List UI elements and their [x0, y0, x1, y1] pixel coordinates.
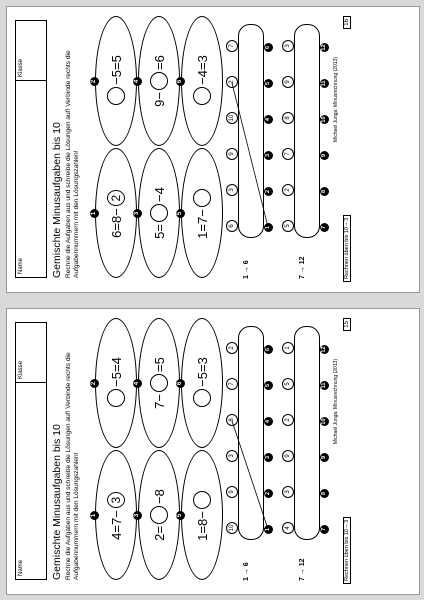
equation-6[interactable]: −4=3: [181, 16, 223, 146]
page-number: 15: [343, 318, 351, 331]
book-title: Rechnen üben bis 10 – 3: [343, 215, 351, 282]
equation-4[interactable]: 7− =5: [138, 318, 180, 448]
example-connection-line: [221, 320, 277, 580]
equation-4[interactable]: 9− =6: [138, 16, 180, 146]
solution-circle[interactable]: 2: [282, 184, 294, 196]
solution-circle[interactable]: 9: [282, 76, 294, 88]
worksheet-instructions: Rechne die Aufgaben aus und schreibe die Lösungen auf! Verbinde rechts die Aufgabennummern mit den Lösungszahlen!: [65, 50, 80, 278]
solution-circle[interactable]: 10: [226, 522, 238, 534]
answer-slot[interactable]: [193, 491, 211, 509]
answer-slot[interactable]: [150, 374, 168, 392]
answer-slot[interactable]: [193, 87, 211, 105]
solution-circle[interactable]: 8: [282, 112, 294, 124]
solution-circle[interactable]: 7: [282, 148, 294, 160]
example-connection-line: [221, 18, 277, 278]
worksheet-title: Gemischte Minusaufgaben bis 10: [51, 122, 63, 278]
task-number-1: 1: [90, 209, 99, 218]
task-dot[interactable]: 12: [321, 44, 327, 51]
task-dot[interactable]: 5: [264, 79, 273, 88]
copyright-note: Michael Junga: Minusrechnung (2013): [333, 56, 339, 142]
answer-range-label: 1 → 6: [243, 260, 250, 279]
worksheet-title: Gemischte Minusaufgaben bis 10: [51, 424, 63, 580]
task-dot[interactable]: 4: [264, 115, 273, 124]
solution-circle[interactable]: 8: [226, 414, 238, 426]
answer-connector-1-6: [221, 320, 277, 580]
equation-grid: [91, 320, 221, 580]
solution-circle[interactable]: 3: [282, 486, 294, 498]
task-dot[interactable]: 5: [264, 381, 273, 390]
worksheet-content: [7, 309, 419, 594]
solution-circle[interactable]: 5: [282, 378, 294, 390]
answer-connector-7-12: [277, 320, 333, 580]
task-dot[interactable]: 9: [320, 453, 329, 462]
answer-slot[interactable]: [193, 189, 211, 207]
equation-2[interactable]: −5=4: [95, 318, 137, 448]
task-number-2: 2: [90, 379, 99, 388]
task-dot[interactable]: 11: [321, 80, 327, 87]
answer-range-label: 1 → 6: [243, 562, 250, 581]
equation-2[interactable]: −5=5: [95, 16, 137, 146]
solution-circle[interactable]: 9: [226, 486, 238, 498]
answer-range-label: 7 → 12: [299, 256, 306, 279]
task-dot[interactable]: 10: [321, 116, 327, 123]
task-dot[interactable]: 10: [321, 418, 327, 425]
task-number-5: 5: [176, 209, 185, 218]
task-number-2: 2: [90, 77, 99, 86]
solution-circle[interactable]: 9: [282, 450, 294, 462]
task-number-6: 6: [176, 77, 185, 86]
equation-1[interactable]: 6=8− 2: [95, 148, 137, 278]
answer-slot[interactable]: [107, 389, 125, 407]
solution-circle[interactable]: 5: [282, 220, 294, 232]
solution-circle[interactable]: 10: [226, 112, 238, 124]
name-field[interactable]: [16, 80, 46, 277]
solution-circle[interactable]: 3: [226, 450, 238, 462]
answer-slot[interactable]: [150, 72, 168, 90]
task-dot[interactable]: 3: [264, 453, 273, 462]
class-label: Klasse: [18, 58, 24, 77]
name-class-bar: [15, 20, 47, 278]
task-number-4: 4: [133, 77, 142, 86]
equation-5[interactable]: 1=7−: [181, 148, 223, 278]
solution-circle[interactable]: 7: [226, 378, 238, 390]
equation-1[interactable]: 4=7− 3: [95, 450, 137, 580]
answer-slot[interactable]: [107, 87, 125, 105]
copyright-note: Michael Junga: Minusrechnung (2013): [333, 358, 339, 444]
page-footer: [343, 318, 355, 584]
name-label: Name: [18, 257, 24, 274]
class-label: Klasse: [18, 360, 24, 379]
solution-circle[interactable]: 3: [282, 40, 294, 52]
class-field[interactable]: [16, 21, 46, 80]
class-field[interactable]: [16, 323, 46, 382]
task-number-4: 4: [133, 379, 142, 388]
answer-range-label: 7 → 12: [299, 558, 306, 581]
solution-circle[interactable]: 2: [226, 342, 238, 354]
page-number: 16: [343, 16, 351, 29]
task-number-5: 5: [176, 511, 185, 520]
task-dot[interactable]: 7: [320, 525, 329, 534]
solution-circle[interactable]: 2: [226, 76, 238, 88]
task-dot[interactable]: 2: [264, 187, 273, 196]
answer-frame: [294, 326, 320, 540]
name-label: Name: [18, 559, 24, 576]
task-number-3: 3: [133, 209, 142, 218]
task-dot[interactable]: 3: [264, 151, 273, 160]
task-dot[interactable]: 12: [321, 346, 327, 353]
task-dot[interactable]: 4: [264, 417, 273, 426]
task-number-1: 1: [90, 511, 99, 520]
task-dot[interactable]: 11: [321, 382, 327, 389]
worksheet-page-15: [6, 308, 420, 595]
task-dot[interactable]: 2: [264, 489, 273, 498]
answer-slot[interactable]: [193, 389, 211, 407]
answer-connector-7-12: [277, 18, 333, 278]
solution-circle[interactable]: 9: [226, 148, 238, 160]
answer-slot[interactable]: [150, 204, 168, 222]
task-dot[interactable]: 1: [264, 223, 273, 232]
page-footer: [343, 16, 355, 282]
worksheet-page-16: [6, 6, 420, 293]
task-dot[interactable]: 6: [264, 345, 273, 354]
equation-5[interactable]: 1=8−: [181, 450, 223, 580]
task-dot[interactable]: 9: [320, 151, 329, 160]
equation-grid: [91, 18, 221, 278]
task-dot[interactable]: 8: [320, 489, 329, 498]
task-number-6: 6: [176, 379, 185, 388]
solution-circle[interactable]: 3: [226, 184, 238, 196]
answer-slot[interactable]: [150, 506, 168, 524]
solution-circle[interactable]: 4: [282, 522, 294, 534]
solution-circle[interactable]: 6: [226, 220, 238, 232]
solution-circle[interactable]: 1: [282, 342, 294, 354]
equation-3[interactable]: 2= −8: [138, 450, 180, 580]
answer-connector-1-6: [221, 18, 277, 278]
book-title: Rechnen üben bis 10 – 3: [343, 517, 351, 584]
answer-slot[interactable]: 3: [107, 492, 125, 508]
answer-frame: [294, 24, 320, 238]
task-dot[interactable]: 1: [264, 525, 273, 534]
answer-slot[interactable]: 2: [107, 190, 125, 206]
task-number-3: 3: [133, 511, 142, 520]
equation-3[interactable]: 5= −4: [138, 148, 180, 278]
task-dot[interactable]: 6: [264, 43, 273, 52]
solution-circle[interactable]: 7: [226, 40, 238, 52]
equation-6[interactable]: −5=3: [181, 318, 223, 448]
solution-circle[interactable]: 2: [282, 414, 294, 426]
worksheet-instructions: Rechne die Aufgaben aus und schreibe die Lösungen auf! Verbinde rechts die Aufgabennummern mit den Lösungszahlen!: [65, 352, 80, 580]
name-field[interactable]: [16, 382, 46, 579]
name-class-bar: [15, 322, 47, 580]
task-dot[interactable]: 8: [320, 187, 329, 196]
task-dot[interactable]: 7: [320, 223, 329, 232]
worksheet-content: [7, 7, 419, 292]
